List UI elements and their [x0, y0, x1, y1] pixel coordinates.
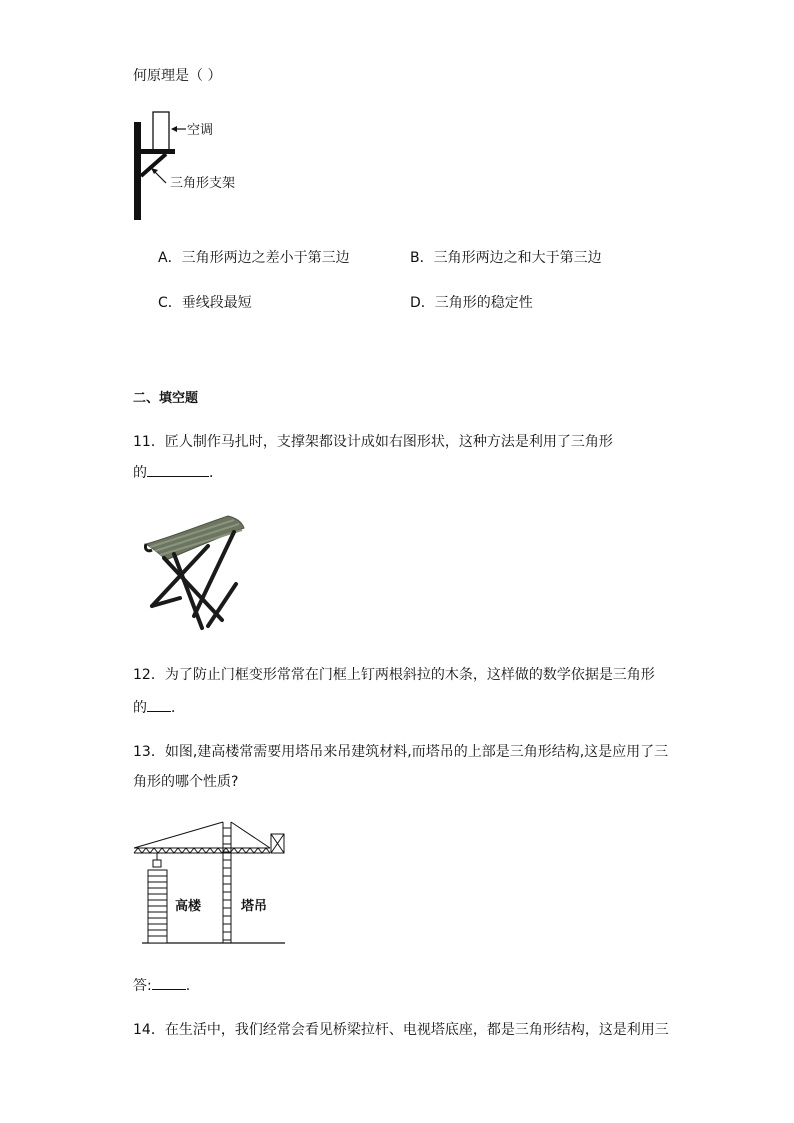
option-c-letter: C． — [158, 295, 182, 311]
q13-line1: 13．如图,建高楼常需要用塔吊来吊建筑材料,而塔吊的上部是三角形结构,这是应用了三 — [133, 744, 669, 760]
bracket-shelf — [141, 149, 175, 154]
label-air-conditioner: 空调 — [187, 123, 214, 138]
q13-line2: 角形的哪个性质? — [133, 774, 239, 790]
q13-answer — [133, 975, 190, 996]
option-a-text: 三角形两边之差小于第三边 — [181, 250, 350, 266]
option-c — [158, 293, 252, 313]
option-c-text: 垂线段最短 — [181, 295, 252, 311]
q11-prefix: 的 — [133, 465, 147, 481]
crane-load — [153, 860, 161, 867]
q13-blank[interactable] — [152, 975, 186, 990]
q11-suffix: ． — [209, 465, 223, 481]
building — [148, 870, 167, 943]
q11-line1: 11．匠人制作马扎时，支撑架都设计成如右图形状，这种方法是利用了三角形 — [133, 434, 613, 450]
section-title: 二、填空题 — [133, 391, 199, 406]
q13-answer-prefix: 答: — [133, 978, 152, 994]
label-building: 高楼 — [175, 899, 202, 914]
option-b — [410, 248, 602, 268]
q12-line2 — [133, 697, 185, 718]
crane-mast — [223, 822, 231, 943]
q12-line1: 12．为了防止门框变形常常在门框上钉两根斜拉的木条，这样做的数学依据是三角形 — [133, 667, 655, 683]
label-triangle-bracket: 三角形支架 — [170, 176, 236, 191]
crane-jib — [134, 822, 270, 853]
folding-stool-figure — [138, 508, 250, 634]
q11-line2 — [133, 462, 223, 483]
stool-leg-1 — [164, 558, 222, 620]
q10-stem-tail: 何原理是（ ） — [133, 68, 222, 84]
option-d — [410, 293, 533, 313]
option-a-letter: A． — [158, 250, 182, 266]
option-a — [158, 248, 350, 268]
crane-figure — [132, 816, 292, 948]
option-b-text: 三角形两边之和大于第三边 — [433, 250, 602, 266]
air-conditioner — [153, 112, 169, 150]
q14-line1: 14．在生活中，我们经常会看见桥梁拉杆、电视塔底座，都是三角形结构，这是利用三 — [133, 1022, 669, 1038]
option-d-text: 三角形的稳定性 — [434, 295, 533, 311]
option-d-letter: D． — [410, 295, 435, 311]
ac-bracket-figure — [120, 108, 260, 226]
label-crane: 塔吊 — [241, 899, 268, 914]
wall — [134, 122, 141, 220]
q12-blank[interactable] — [147, 697, 171, 712]
q13-answer-suffix: . — [185, 978, 191, 994]
q12-prefix: 的 — [133, 700, 147, 716]
q12-suffix: ． — [171, 700, 185, 716]
option-b-letter: B． — [410, 250, 434, 266]
q11-blank[interactable] — [147, 462, 209, 477]
